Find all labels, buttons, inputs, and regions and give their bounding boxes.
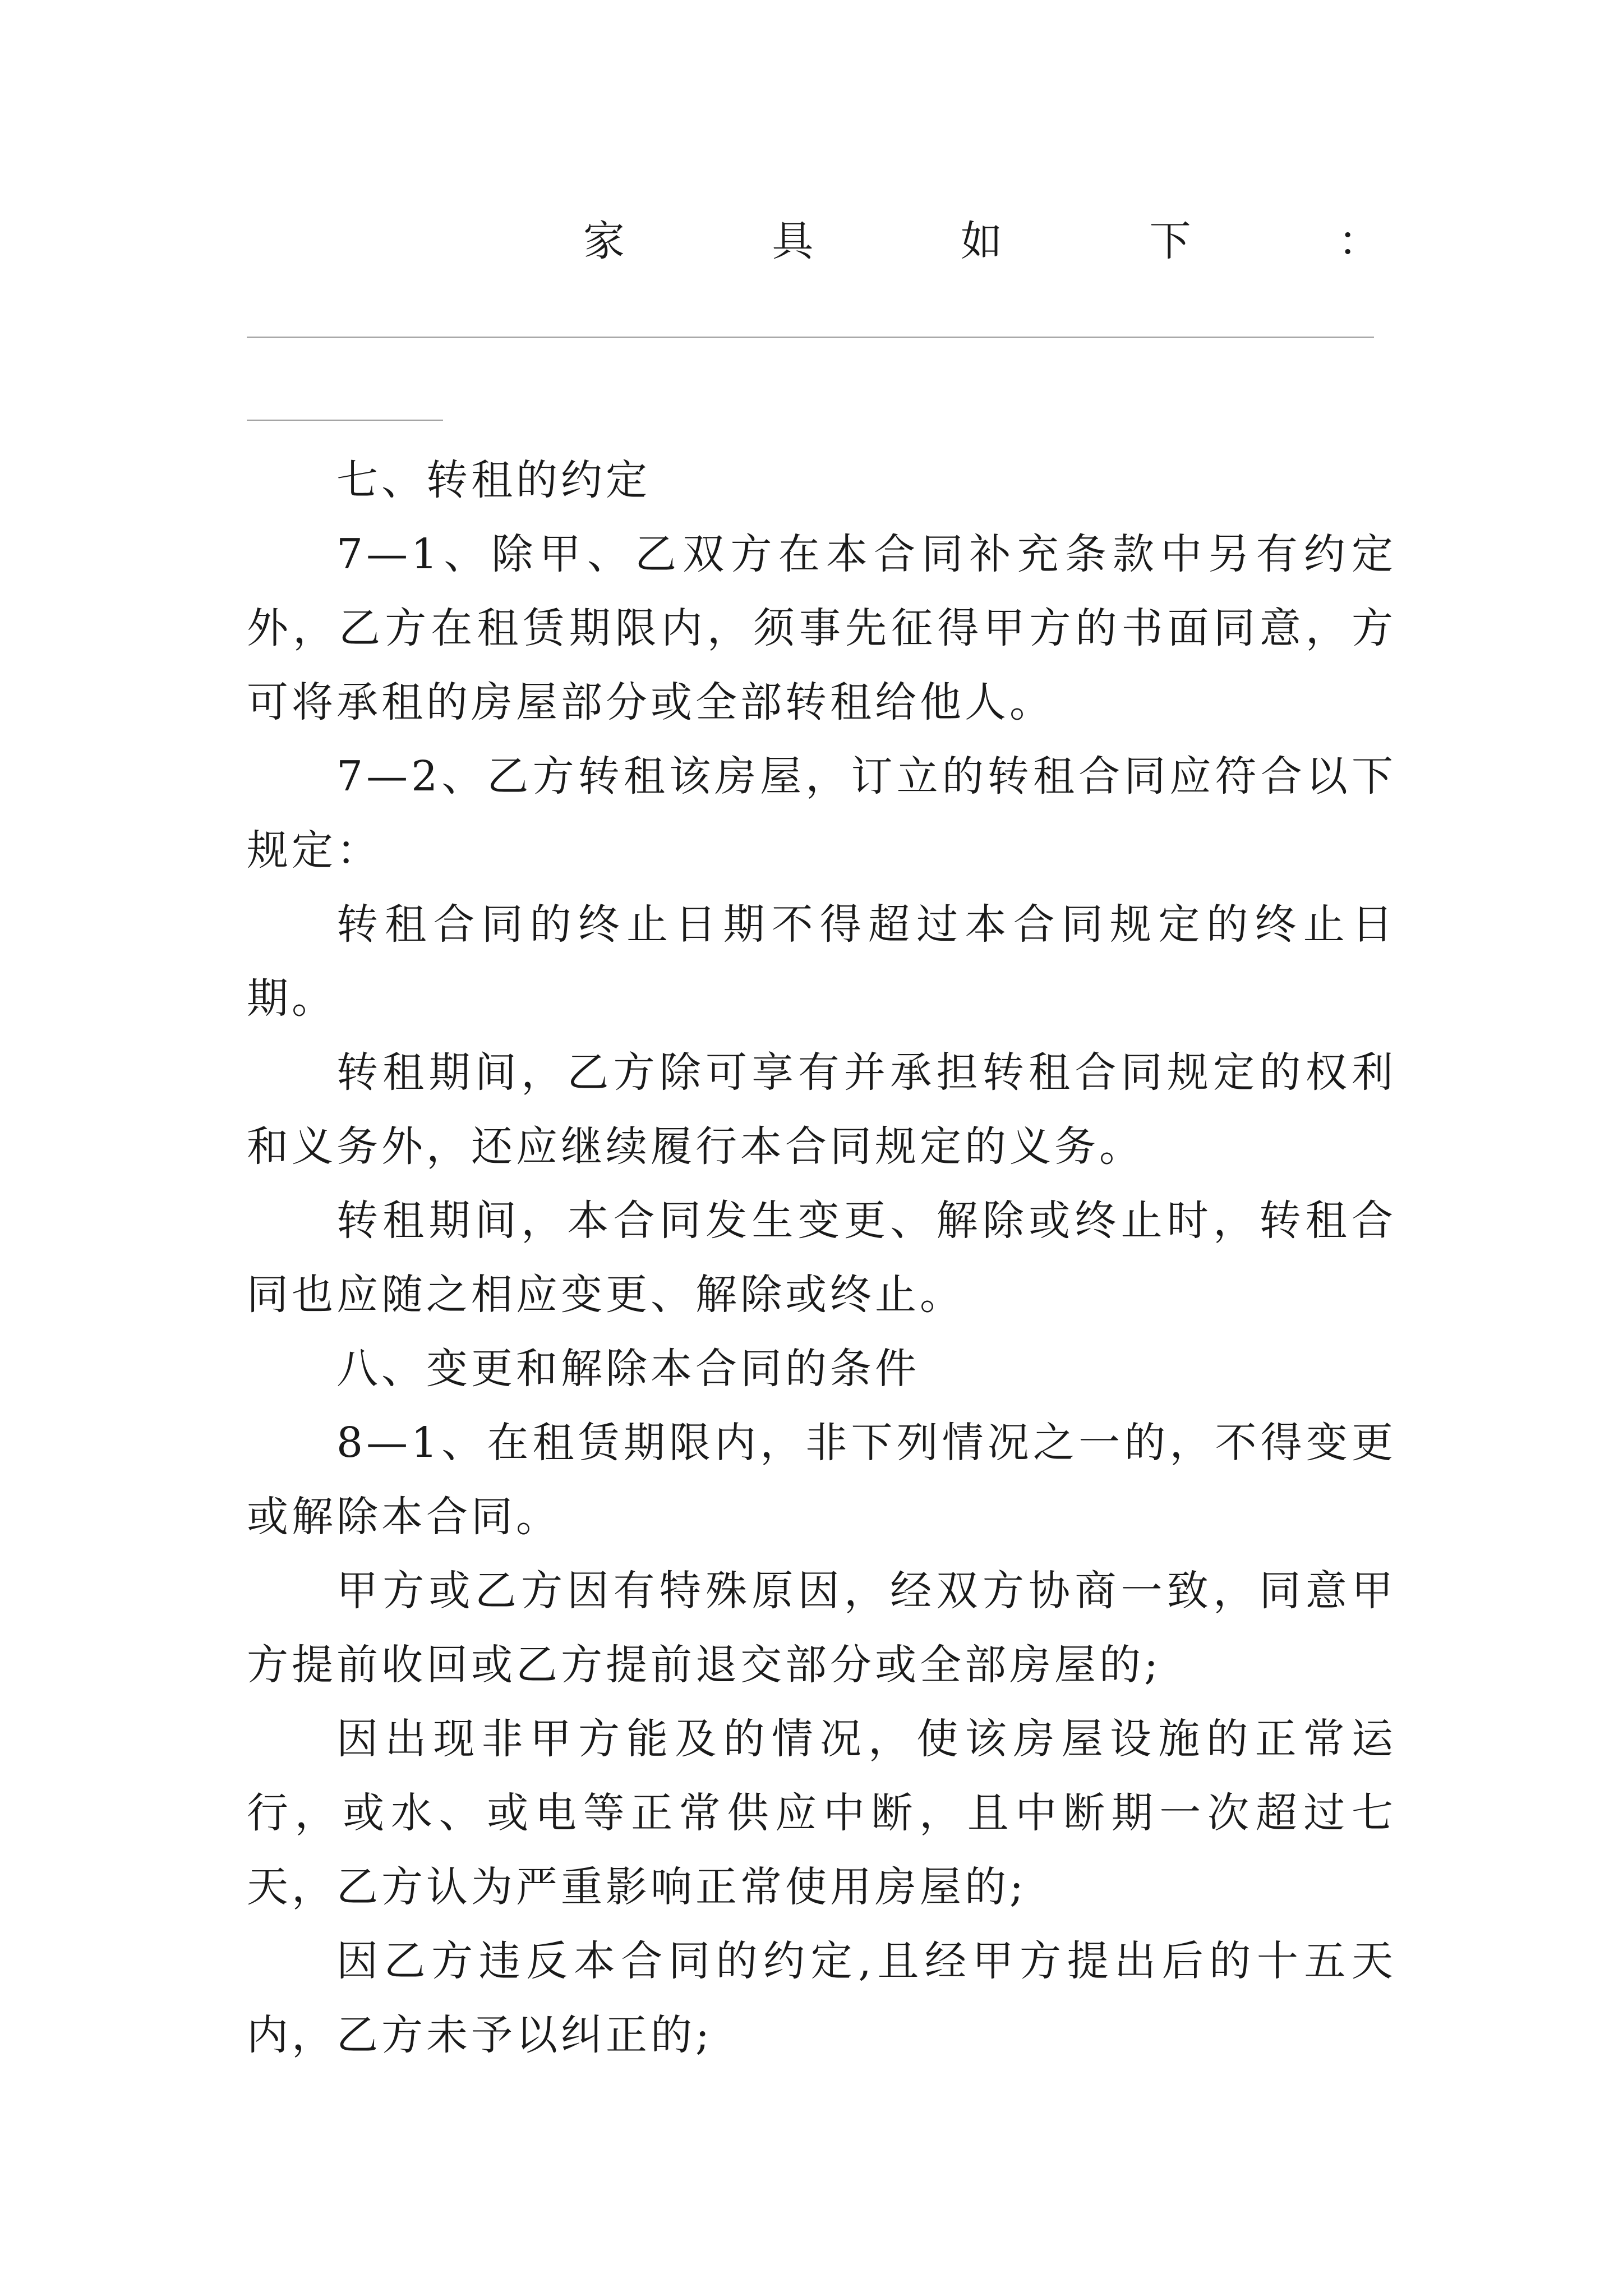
clause-paragraph: 转租期间，乙方除可享有并承担转租合同规定的权利和义务外，还应继续履行本合同规定的义务。	[247, 1048, 1396, 1171]
fill-in-blank-line	[247, 337, 1374, 338]
heading-char: 家	[583, 217, 625, 265]
clause-8-1: 8—1、在租赁期限内，非下列情况之一的，不得变更或解除本合同。	[247, 1419, 1396, 1541]
clause-paragraph: 转租期间，本合同发生变更、解除或终止时，转租合同也应随之相应变更、解除或终止。	[247, 1197, 1396, 1319]
clause-paragraph: 转租合同的终止日期不得超过本合同规定的终止日期。	[247, 900, 1396, 1023]
clause-7-2: 7—2、乙方转租该房屋，订立的转租合同应符合以下规定：	[247, 752, 1396, 875]
heading-char: 下	[1149, 217, 1191, 265]
heading-char: 如	[961, 217, 1002, 265]
heading-char: ：	[1338, 217, 1380, 265]
furniture-list-heading	[583, 213, 1380, 269]
section-heading-change-termination: 八、变更和解除本合同的条件	[336, 1345, 920, 1393]
clause-paragraph: 因乙方违反本合同的约定,且经甲方提出后的十五天内，乙方未予以纠正的;	[247, 1937, 1396, 2059]
heading-char: 具	[772, 217, 814, 265]
section-heading-sublease: 七、转租的约定	[336, 456, 651, 504]
fill-in-blank-line-short	[247, 420, 443, 421]
clause-7-1: 7—1、除甲、乙双方在本合同补充条款中另有约定外，乙方在租赁期限内，须事先征得甲方的书面同意，方可将承租的房屋部分或全部转租给他人。	[247, 530, 1396, 726]
clause-paragraph: 因出现非甲方能及的情况，使该房屋设施的正常运行，或水、或电等正常供应中断，且中断期一次超过七天，乙方认为严重影响正常使用房屋的;	[247, 1715, 1396, 1911]
clause-paragraph: 甲方或乙方因有特殊原因，经双方协商一致，同意甲方提前收回或乙方提前退交部分或全部房屋的;	[247, 1567, 1396, 1689]
contract-body	[247, 443, 1396, 2072]
